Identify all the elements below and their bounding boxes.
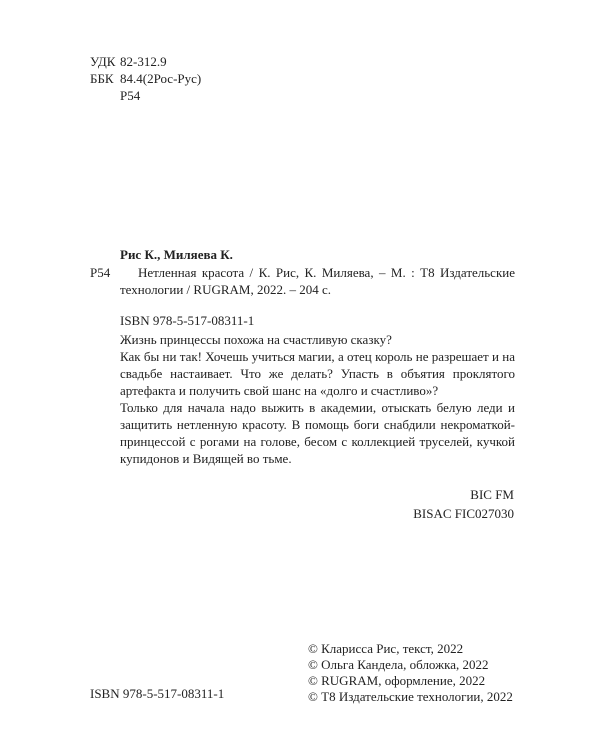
copyright-line: © Ольга Кандела, обложка, 2022 [308,657,489,672]
bibliographic-description [120,264,515,298]
annotation-paragraph: Жизнь принцессы похожа на счастливую сказку? [120,332,392,347]
bbk-value: 84.4(2Рос-Рус) [120,71,202,86]
annotation [120,331,515,467]
author-sign: Р54 [90,265,111,280]
annotation-paragraph: Как бы ни так! Хочешь учиться магии, а отец король не разрешает и на свадьбе настаивает. Что же делать? Упасть в объятия проклятого артефакта и получить свой шанс на «долго и счастливо»? [120,349,515,398]
udk-row [90,53,201,70]
author-sign-top: Р54 [120,88,141,103]
isbn-line: ISBN 978-5-517-08311-1 [120,313,255,328]
annotation-paragraph: Только для начала надо выжить в академии, отыскать белую леди и защитить нетленную красоту. В помощь боги снабдили некроматкой-принцессой с рогами на голове, бесом с коллекцией труселей, кучкой купидонов и Видящей во тьме. [120,400,515,466]
copyright-block [308,640,513,704]
bisac-code: BISAC FIC027030 [413,506,514,521]
copyright-line: © Кларисса Рис, текст, 2022 [308,641,464,656]
subject-codes [413,486,514,524]
bbk-row [90,70,201,87]
copyright-line: © RUGRAM, оформление, 2022 [308,673,486,688]
udk-value: 82-312.9 [120,54,167,69]
copyright-line: © Т8 Издательские технологии, 2022 [308,689,513,704]
description-text: Нетленная красота / К. Рис, К. Миляева, – М. : Т8 Издательские технологии / RUGRAM, 2022. – 204 с. [120,265,515,297]
bic-code: BIC FM [470,487,514,502]
author-names: Рис К., Миляева К. [120,247,233,262]
classification-block [90,53,201,104]
udk-label: УДК [90,54,116,69]
footer-isbn: ISBN 978-5-517-08311-1 [90,686,225,701]
bbk-label: ББК [90,71,114,86]
